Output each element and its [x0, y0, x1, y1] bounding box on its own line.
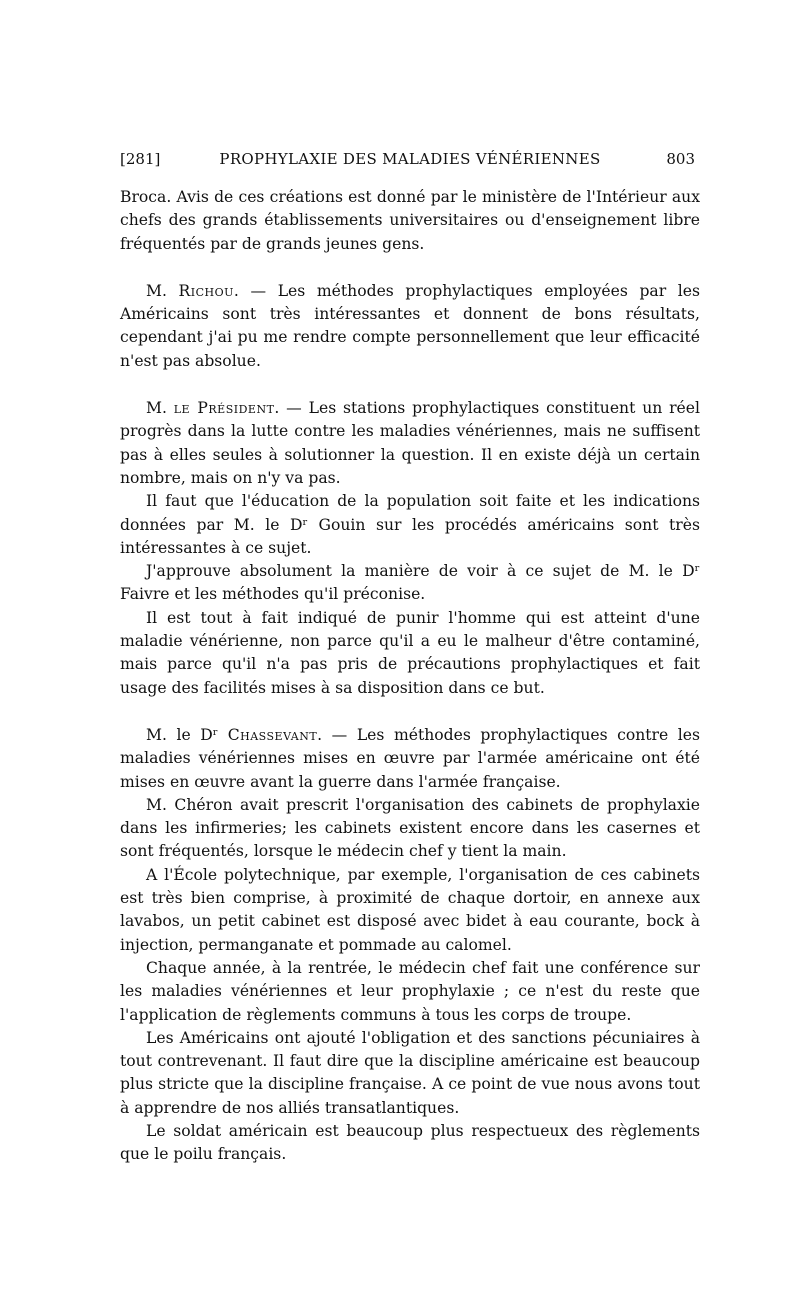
paragraph-text: Les Américains ont ajouté l'obligation et des sanctions pécuniaires à tout contrevenant. Il faut dire que la discipline américaine est beaucoup plus stricte que la discipline française. A ce point de vue nous avons tout à apprendre de nos alliés transatlantiques. — [120, 1028, 700, 1117]
speaker-name: Richou — [178, 281, 234, 300]
paragraph — [120, 794, 700, 864]
paragraph-text: A l'École polytechnique, par exemple, l'organisation de ces cabinets est très bien comprise, à proximité de chaque dortoir, en annexe aux lavabos, un petit cabinet est disposé avec bidet à eau courante, bock à injection, permanganate et pommade au calomel. — [120, 865, 700, 954]
speaker-suffix: . — — [274, 399, 309, 418]
book-page — [120, 148, 700, 1167]
body-text — [120, 186, 700, 1167]
paragraph — [120, 186, 700, 256]
running-header — [120, 148, 700, 172]
speaker-suffix: . — — [233, 281, 278, 300]
speaker-prefix: M. le Dʳ — [146, 725, 228, 744]
speaker-paragraph — [120, 397, 700, 490]
speaker-name: Chassevant — [227, 725, 318, 744]
paragraph-text: Les méthodes prophylactiques contre les maladies vénériennes mises en œuvre par l'armée américaine ont été mises en œuvre avant la guerre dans l'armée française. — [120, 725, 701, 791]
page-number: 803 — [666, 150, 695, 168]
speaker-paragraph — [120, 280, 700, 373]
bracketed-page-number: [281] — [120, 150, 161, 168]
speaker-paragraph — [120, 724, 700, 794]
paragraph-text: J'approuve absolument la manière de voir à ce sujet de M. le Dʳ Faivre et les méthodes qu'il préconise. — [120, 562, 700, 604]
paragraph-text: Les méthodes prophylactiques employées par les Américains sont très intéressantes et donnent de bons résultats, cependant j'ai pu me rendre compte personnellement que leur efficacité n'est pas absolue. — [120, 281, 700, 370]
speaker-prefix: M. — [146, 281, 179, 300]
paragraph-text: Chaque année, à la rentrée, le médecin chef fait une conférence sur les maladies vénériennes et leur prophylaxie ; ce n'est du reste que l'application de règlements communs à tous les corps de troupe. — [120, 958, 700, 1024]
paragraph — [120, 1120, 700, 1167]
paragraph-text: Le soldat américain est beaucoup plus respectueux des règlements que le poilu français. — [120, 1121, 700, 1164]
speaker-prefix: M. — [146, 399, 174, 418]
running-title: PROPHYLAXIE DES MALADIES VÉNÉRIENNES — [219, 150, 601, 168]
paragraph — [120, 490, 700, 560]
paragraph — [120, 957, 700, 1027]
paragraph-text: Il est tout à fait indiqué de punir l'homme qui est atteint d'une maladie vénérienne, non parce qu'il a eu le malheur d'être contaminé, mais parce qu'il n'a pas pris de précautions prophylactiques et fait usage des facilités mises à sa disposition dans ce but. — [120, 608, 700, 697]
speaker-suffix: . — — [317, 725, 357, 744]
paragraph-text: Les stations prophylactiques constituent un réel progrès dans la lutte contre les maladies vénériennes, mais ne suffisent pas à elles seules à solutionner la question. Il en existe déjà un certain nombre, mais on n'y va pas. — [120, 399, 700, 487]
speaker-name: le Président — [173, 399, 275, 418]
paragraph — [120, 607, 700, 700]
paragraph — [120, 864, 700, 957]
paragraph-text: M. Chéron avait prescrit l'organisation des cabinets de prophylaxie dans les infirmeries; les cabinets existent encore dans les casernes et sont fréquentés, lorsque le médecin chef y tient la main. — [120, 795, 700, 861]
paragraph-text: Il faut que l'éducation de la population soit faite et les indications données par M. le Dʳ Gouin sur les procédés américains sont très intéressantes à ce sujet. — [120, 492, 700, 557]
paragraph — [120, 560, 700, 607]
paragraph — [120, 1027, 700, 1120]
paragraph-text: Broca. Avis de ces créations est donné par le ministère de l'Intérieur aux chefs des grands établissements universitaires ou d'enseignement libre fréquentés par de grands jeunes gens. — [120, 188, 700, 253]
